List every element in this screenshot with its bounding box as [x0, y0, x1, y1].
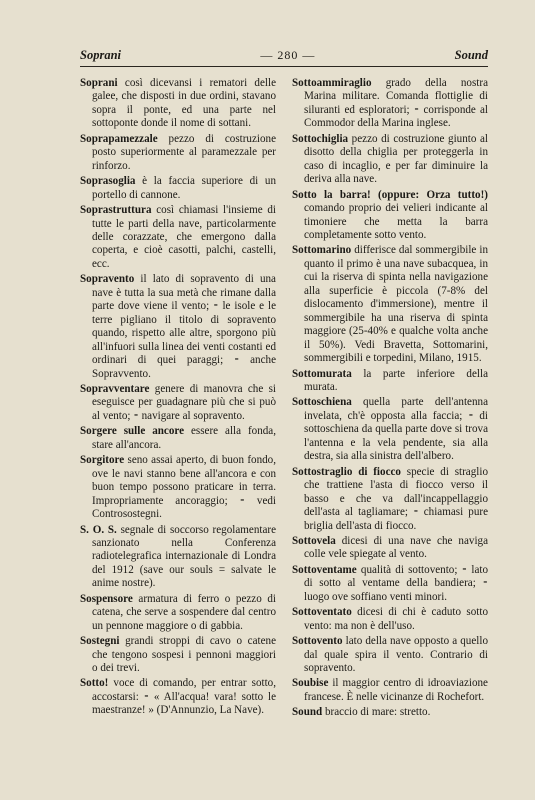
entry-definition: così chiamasi l'insieme di tutte le parti della nave, particolarmente delle corazzate, che emergono dalla coperta, e cioè casotti, palchi, castelli, ecc.	[92, 204, 276, 270]
entry-headword: Soprasoglia	[80, 175, 136, 188]
entry-definition: armatura di ferro o pezzo di catena, che serve a sospendere dal centro un pennone maggiore o di gabbia.	[92, 592, 276, 632]
dictionary-entry	[292, 466, 488, 533]
entry-headword: Sottoammiraglio	[292, 77, 372, 89]
dictionary-entry	[80, 133, 276, 173]
dictionary-entry	[292, 244, 488, 365]
entry-definition: essere alla fonda, stare all'ancora.	[92, 425, 276, 451]
header-right-word: Sound	[454, 48, 488, 62]
entry-headword: Sottostraglio di fiocco	[292, 465, 401, 478]
entry-headword: Sopravventare	[80, 382, 150, 395]
dictionary-entry	[292, 396, 488, 463]
entry-headword: Sound	[292, 706, 323, 719]
entry-headword: Sottovela	[292, 534, 336, 547]
entry-headword: Sospensore	[80, 592, 133, 605]
dictionary-entry	[292, 706, 488, 719]
page-header	[80, 48, 488, 63]
entry-headword: Sotto!	[80, 677, 109, 690]
entry-definition: lato della nave opposto a quello dal quale spira il vento. Contrario di sopravento.	[304, 635, 488, 675]
entry-definition: comando proprio dei velieri indicante al timoniere che metta la barra completamente sotto vento.	[304, 202, 488, 241]
dictionary-entry	[80, 383, 276, 423]
entry-headword: Sorgitore	[80, 454, 125, 467]
entry-headword: Sopravento	[80, 273, 135, 286]
dictionary-entry	[292, 535, 488, 562]
entry-definition: qualità di sottovento; ⁃ lato di sotto al ventame della bandiera; ⁃ luogo ove soffiano venti minori.	[304, 563, 488, 603]
right-column	[292, 77, 488, 722]
dictionary-entry	[80, 524, 276, 591]
entry-definition: quella parte dell'antenna invelata, ch'è opposta alla faccia; ⁃ di sottoschiena da quella parte dove si trova l'antenna e la vela pendente, sia alla destra, sia alla sinistra dell'albero.	[304, 396, 488, 463]
entry-definition: grandi stroppi di cavo o catene che tengono sospesi i pennoni maggiori o dei trevi.	[92, 635, 276, 675]
entry-definition: il lato di sopravento di una nave è tutta la sua metà che rimane dalla parte dove viene il vento; ⁃ le isole e le terre pigliano il titolo di sopravento quando, rispetto alle altre, sporgono più all'infuori sulla linea dei venti costanti ed ordinari di quei paraggi; ⁃ anche Sopravvento.	[92, 273, 276, 380]
dictionary-entry	[80, 273, 276, 381]
entry-headword: Sostegni	[80, 635, 120, 648]
entry-definition: segnale di soccorso regolamentare sanzionato nella Conferenza radiotelegrafica internazionale di Londra del 1912 (save our souls = salvate le anime nostre).	[92, 523, 276, 590]
entry-headword: Sottoventame	[292, 563, 357, 576]
entry-headword: Sorgere sulle ancore	[80, 425, 185, 438]
dictionary-entry	[80, 677, 276, 717]
entry-headword: Sottomarino	[292, 244, 352, 257]
entry-definition: il maggior centro di idroaviazione francese. È nelle vicinanze di Rochefort.	[304, 677, 488, 703]
header-rule	[80, 66, 488, 67]
dictionary-entry	[80, 635, 276, 675]
dictionary-entry	[292, 606, 488, 633]
entry-definition: specie di straglio che trattiene l'asta di fiocco verso il basso e che va dall'incappellaggio dell'asta al tagliamare; ⁃ chiamasi pure briglia dell'asta di fiocco.	[304, 465, 488, 532]
entry-definition: braccio di mare: stretto.	[322, 706, 431, 719]
dictionary-entry	[292, 189, 488, 243]
dictionary-entry	[292, 77, 488, 131]
entry-headword: Sottoschiena	[292, 396, 352, 409]
entry-headword: S. O. S.	[80, 523, 117, 536]
dictionary-entry	[80, 77, 276, 131]
dictionary-entry	[80, 425, 276, 452]
entry-definition: pezzo di costruzione giunto al disotto della chiglia per proteggerla in caso di incaglio, e per far diminuire la deriva alla nave.	[304, 132, 488, 186]
dictionary-entry	[292, 564, 488, 604]
entry-definition: differisce dal sommergibile in quanto il primo è una nave subacquea, in cui la riserva di spinta nella navigazione alla superficie è piccola (7-8% del dislocamento d'immersione), mentre il sommergibile ha una riserva di spinta maggiore (25-40% e qualche volta anche il 50%). Vedi Bravetta, Sottomarini, sommergibili e torpedini, Milano, 1915.	[304, 244, 488, 365]
entry-definition: è la faccia superiore di un portello di cannone.	[92, 175, 276, 201]
entry-definition: così dicevansi i rematori delle galee, che disposti in due ordini, stavano sopra il ponte, ed una parte nel sottoponte donde il nome di sottani.	[92, 77, 276, 130]
dictionary-entry	[80, 175, 276, 202]
entry-definition: grado della nostra Marina militare. Comanda flottiglie di siluranti ed esploratori; ⁃ corrisponde al Commodor della Marina inglese.	[304, 77, 488, 130]
entry-headword: Sottomurata	[292, 367, 352, 380]
entry-headword: Soprani	[80, 77, 118, 89]
entry-headword: Sottovento	[292, 635, 343, 648]
entry-definition: genere di manovra che si eseguisce per guadagnare più che si può al vento; ⁃ navigare al sopravento.	[92, 382, 276, 422]
left-column	[80, 77, 276, 720]
entry-definition: pezzo di costruzione posto superiormente al paramezzale per rinforzo.	[92, 132, 276, 172]
dictionary-entry	[292, 368, 488, 395]
dictionary-entry	[80, 204, 276, 271]
entry-headword: Sottoventato	[292, 606, 352, 619]
entry-headword: Sottochiglia	[292, 132, 349, 145]
entry-headword: Sotto la barra! (oppure: Orza tutto!)	[292, 188, 488, 201]
entry-definition: la parte inferiore della murata.	[304, 367, 488, 393]
entry-definition: voce di comando, per entrar sotto, accostarsi: ⁃ « All'acqua! vara! sotto le maestranze! » (D'Annunzio, La Nave).	[92, 677, 276, 717]
dictionary-entry	[292, 677, 488, 704]
dictionary-entry	[292, 635, 488, 675]
entry-definition: dicesi di una nave che naviga colle vele spiegate al vento.	[304, 534, 488, 561]
dictionary-entry	[80, 454, 276, 521]
entry-definition: dicesi di chi è caduto sotto vento: ma non è dell'uso.	[304, 606, 488, 632]
dictionary-entry	[80, 593, 276, 633]
page-number: — 280 —	[260, 48, 316, 62]
entry-headword: Soprastruttura	[80, 204, 152, 217]
entry-headword: Soubise	[292, 677, 329, 690]
header-left-word: Soprani	[80, 48, 121, 62]
entry-definition: seno assai aperto, di buon fondo, ove le navi stanno bene all'ancora e con buon tempo possono praticare in terra. Impropriamente ancoraggio; ⁃ vedi Controsostegni.	[92, 454, 276, 521]
dictionary-entry	[292, 133, 488, 187]
entry-headword: Soprapamezzale	[80, 132, 158, 145]
